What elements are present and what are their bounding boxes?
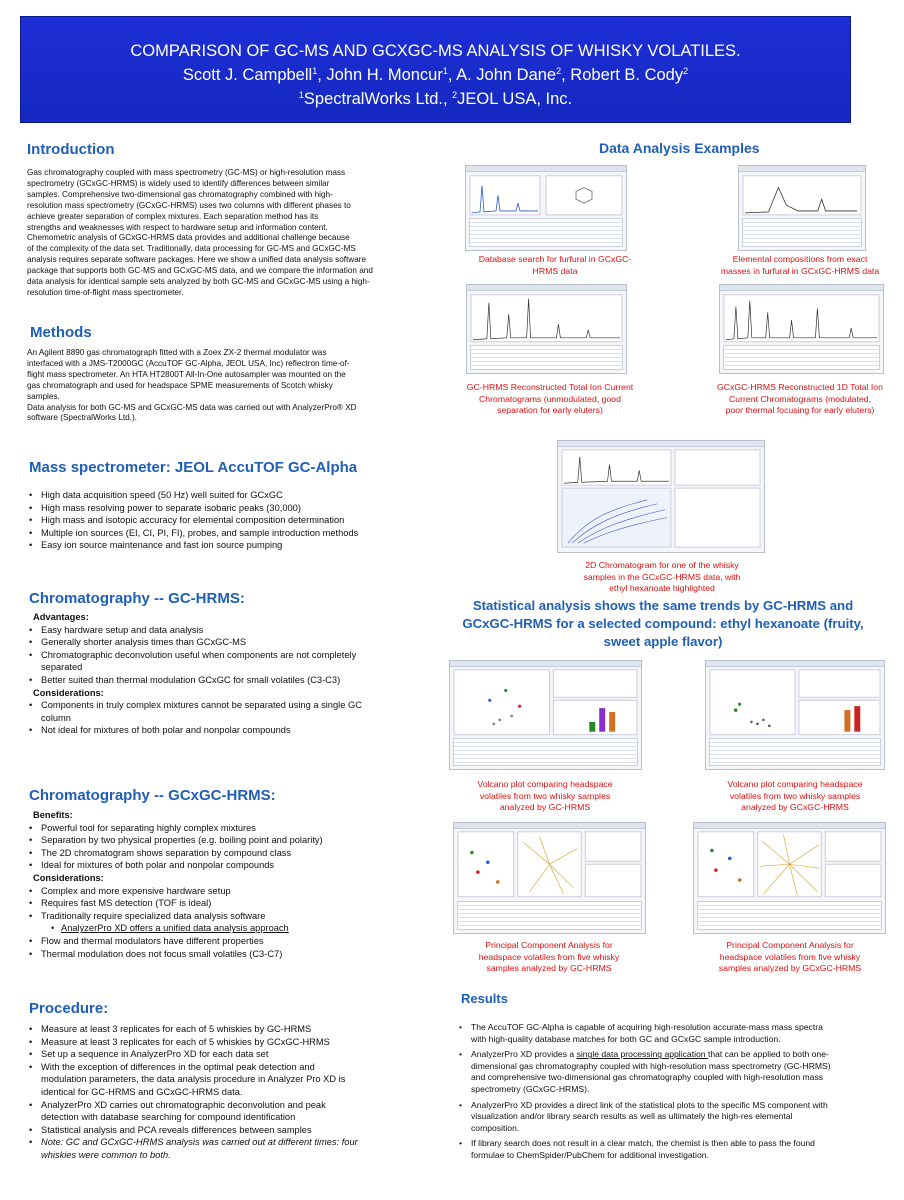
screenshot-table [469, 218, 623, 247]
results-heading: Results [461, 991, 508, 1006]
text-line: resolution mass spectrometry (GCxGC-HRMS) uses two columns with different phases to [27, 200, 351, 210]
caption-line: HRMS data [532, 265, 578, 276]
caption-line: samples analyzed by GC-HRMS [486, 963, 612, 974]
list-item: • Flow and thermal modulators have different properties [27, 935, 427, 948]
author-separator: , [447, 66, 457, 84]
caption-line: masses in furfural in GCxGC-HRMS data [720, 265, 880, 276]
list-item: • High mass and isotopic accuracy for elemental composition determination [27, 514, 427, 527]
list-item-continuation: modulation parameters, the data analysis procedure in Analyzer Pro XD is [41, 1074, 346, 1085]
text-line: formulae to ChemSpider/PubChem for additional investigation. [471, 1149, 709, 1160]
affiliation-separator: , [442, 90, 453, 108]
text-line: samples. [27, 391, 60, 401]
list-subheading: Considerations: [33, 872, 104, 883]
caption-line: volatiles from two whisky samples [729, 790, 861, 801]
text-line: analysis requires separate software packages. Here we show a unified data analysis software [27, 255, 367, 265]
list-item [457, 1138, 897, 1161]
list-item: • Ideal for mixtures of both polar and nonpolar compounds [27, 859, 427, 872]
caption-line: GC-HRMS Reconstructed Total Ion Current [466, 382, 634, 392]
text-line: composition. [471, 1122, 520, 1133]
methods-heading: Methods [30, 324, 92, 341]
gc-hrms-heading: Chromatography -- GC-HRMS: [29, 590, 245, 607]
text-line: and comprehensive two-dimensional gas chromatography coupled with high-resolution mass [471, 1072, 824, 1083]
affiliation-name: SpectralWorks Ltd. [303, 90, 443, 108]
gc-hrms-list [27, 611, 427, 737]
procedure-heading: Procedure: [29, 1000, 109, 1017]
caption-line: poor thermal focusing for early eluters) [725, 405, 875, 416]
screenshot-graphic [558, 441, 764, 552]
caption-line: ethyl hexanoate highlighted [609, 583, 715, 594]
caption-line: headspace volatiles from five whisky [719, 951, 861, 962]
list-item: • Thermal modulation does not focus small volatiles (C3-C7) [27, 948, 427, 961]
screenshot-table [697, 901, 882, 930]
author-name: Scott J. Campbell [182, 66, 313, 84]
list-item-continuation: separated [41, 662, 83, 673]
affiliation-number: 1 [298, 90, 304, 100]
elemental-caption [710, 254, 890, 277]
affiliation-list [21, 85, 850, 109]
screenshot-table [453, 738, 638, 766]
text-line: • AnalyzerPro XD provides a direct link of the statistical plots to the specific MS component with [471, 1099, 828, 1110]
author-separator: , [317, 66, 327, 84]
affiliation-name: JEOL USA, Inc. [457, 90, 573, 108]
list-item: • With the exception of differences in the optimal peak detection and [27, 1061, 427, 1074]
caption-line: analyzed by GCxGC-HRMS [741, 802, 849, 813]
text-line: • The AccuTOF GC-Alpha is capable of acquiring high-resolution accurate-mass mass spectra [471, 1022, 823, 1032]
caption-line: headspace volatiles from five whisky [478, 951, 620, 962]
caption-line: Elemental compositions from exact [732, 254, 868, 264]
database-search-screenshot [465, 165, 627, 251]
list-item: • Multiple ion sources (EI, CI, PI, FI), probes, and sample introduction methods [27, 527, 427, 540]
caption-line: GCxGC-HRMS Reconstructed 1D Total Ion [717, 382, 883, 392]
screenshot-table [470, 345, 623, 370]
text-line: resolution time-of-flight mass spectrometer. [27, 287, 184, 297]
list-item [457, 1022, 897, 1045]
caption-line: Principal Component Analysis for [726, 940, 854, 950]
chromatogram-2d-screenshot [557, 440, 765, 553]
text-line: package that supports both GC-MS and GCxGC-MS data, and we compare the information and [27, 266, 373, 276]
text-line: An Agilent 8890 gas chromatograph fitted with a Zoex ZX-2 thermal modulator was [27, 348, 327, 357]
text-line: interfaced with a JMS-T2000GC (AccuTOF GC-Alpha, JEOL USA, Inc) reflectron time-of- [27, 358, 350, 368]
list-item [457, 1049, 897, 1095]
affiliation-number: 2 [452, 90, 458, 100]
author-name: Robert B. Cody [570, 66, 684, 84]
caption-line: Chromatograms (unmodulated, good [479, 393, 621, 404]
pca-gcxgc-screenshot [693, 822, 886, 934]
list-item: • Set up a sequence in AnalyzerPro XD for each data set [27, 1048, 427, 1061]
methods-text [27, 348, 417, 424]
text-line: Data analysis for both GC-MS and GCxGC-MS data was carried out with AnalyzerPro® XD [27, 402, 357, 412]
heading-line: sweet apple flavor) [603, 634, 723, 649]
list-item: • Easy hardware setup and data analysis [27, 624, 427, 637]
list-subheading: Considerations: [33, 687, 104, 698]
list-item: • Requires fast MS detection (TOF is ideal) [27, 897, 427, 910]
underlined-phrase: single data processing application [576, 1049, 708, 1060]
nested-list-item: • AnalyzerPro XD offers a unified data analysis approach [27, 922, 427, 935]
statistical-analysis-heading [447, 597, 879, 651]
list-item: • Easy ion source maintenance and fast ion source pumping [27, 539, 427, 552]
author-separator: , [561, 66, 571, 84]
pca-gc-caption [454, 940, 644, 975]
list-item: • Chromatographic deconvolution useful when components are not completely [27, 649, 427, 662]
caption-line: Principal Component Analysis for [485, 940, 613, 950]
text-line: spectrometry (GCxGC-HRMS) is widely used to identify differences between similar [27, 178, 330, 188]
caption-line: samples analyzed by GCxGC-HRMS [718, 963, 862, 974]
list-item: • AnalyzerPro XD carries out chromatographic deconvolution and peak [27, 1099, 427, 1112]
data-analysis-heading: Data Analysis Examples [599, 140, 760, 156]
caption-line: volatiles from two whisky samples [479, 790, 611, 801]
text-line: Gas chromatography coupled with mass spectrometry (GC-MS) or high-resolution mass [27, 168, 346, 177]
text-line: of the complexity of the data set. Traditionally, data processing for GC-MS and GCxGC-MS [27, 244, 356, 254]
author-list [21, 61, 850, 85]
list-item: • High mass resolving power to separate isobaric peaks (30,000) [27, 502, 427, 515]
text-line: dimensional gas chromatography coupled with high-resolution mass spectrometry (GC-HRMS) [471, 1060, 831, 1071]
mass-spec-heading: Mass spectrometer: JEOL AccuTOF GC-Alpha [29, 459, 358, 476]
author-affiliation-mark: 2 [556, 66, 562, 76]
procedure-list [27, 1023, 427, 1162]
text-line: samples. Comprehensive two-dimensional gas chromatography combined with high- [27, 189, 333, 199]
volcano-gc-screenshot [449, 660, 642, 770]
list-item-continuation: column [41, 712, 71, 723]
list-subheading: Advantages: [33, 612, 89, 622]
list-item: • High data acquisition speed (50 Hz) well suited for GCxGC [27, 489, 427, 502]
caption-line: Current Chromatograms (modulated, [729, 393, 871, 404]
gc-tic-screenshot [466, 284, 627, 374]
list-item: • Not ideal for mixtures of both polar and nonpolar compounds [27, 724, 427, 737]
list-item: • Statistical analysis and PCA reveals differences between samples [27, 1124, 427, 1137]
text-line: flight mass spectrometer. An HTA HT2800T All-In-One autosampler was mounted on the [27, 369, 346, 379]
list-item-continuation: identical for GC-HRMS and GCxGC-HRMS data. [41, 1086, 243, 1097]
caption-line: samples in the GCxGC-HRMS data, with [583, 571, 741, 582]
screenshot-table [742, 218, 862, 247]
caption-line: 2D Chromatogram for one of the whisky [585, 560, 739, 570]
pca-gcxgc-caption [695, 940, 885, 975]
list-item: • Better suited than thermal modulation GCxGC for small volatiles (C3-C3) [27, 674, 427, 687]
text-line: data analysis for identical sample sets analyzed by both GC-MS and GCxGC-MS using a high- [27, 277, 370, 287]
author-name: A. John Dane [456, 66, 557, 84]
text-line: • If library search does not result in a clear match, the chemist is then able to pass the found [471, 1138, 815, 1149]
text-line: with high-quality database matches for both GC and GCxGC sample introduction. [471, 1033, 781, 1044]
screenshot-table [457, 901, 642, 930]
introduction-text [27, 168, 417, 299]
title-banner [20, 16, 851, 123]
volcano-gcxgc-screenshot [705, 660, 885, 770]
list-item: • The 2D chromatogram shows separation by compound class [27, 847, 427, 860]
results-list [457, 1022, 897, 1166]
text-line [471, 1049, 897, 1061]
caption-line: Volcano plot comparing headspace [477, 779, 613, 789]
db-search-caption [465, 254, 645, 277]
list-item: • Traditionally require specialized data analysis software [27, 910, 427, 923]
list-item: • Measure at least 3 replicates for each of 5 whiskies by GC-HRMS [27, 1023, 427, 1036]
gcxgc-hrms-heading: Chromatography -- GCxGC-HRMS: [29, 787, 276, 804]
poster-title: COMPARISON OF GC-MS AND GCXGC-MS ANALYSIS OF WHISKY VOLATILES. [130, 42, 741, 60]
screenshot-table [723, 345, 880, 370]
text-line: strengths and weaknesses with respect to hardware setup and information content. [27, 222, 328, 232]
heading-line: GCxGC-HRMS for a selected compound: ethyl hexanoate (fruity, [462, 616, 864, 631]
list-item-continuation: detection with database searching for compound identification [41, 1112, 296, 1123]
list-item [457, 1100, 897, 1135]
text-span: AnalyzerPro XD provides a [471, 1049, 577, 1060]
text-line: achieve greater separation of complex mixtures. Each separation method has its [27, 211, 319, 221]
caption-line: Volcano plot comparing headspace [727, 779, 863, 789]
list-item: • Complex and more expensive hardware setup [27, 885, 427, 898]
elemental-composition-screenshot [738, 165, 866, 251]
text-line: Chemometric analysis of GCxGC-HRMS data provides and additional challenge because [27, 233, 350, 243]
volcano-gcxgc-caption [700, 779, 890, 814]
author-name: John H. Moncur [326, 66, 443, 84]
gcxgc-tic-caption [705, 382, 895, 417]
author-affiliation-mark: 2 [683, 66, 689, 76]
list-item: • Measure at least 3 replicates for each of 5 whiskies by GCxGC-HRMS [27, 1036, 427, 1049]
list-item: • Separation by two physical properties (e.g. boiling point and polarity) [27, 834, 427, 847]
text-line: software (SpectralWorks Ltd.). [27, 413, 137, 423]
chromatogram-2d-caption [567, 560, 757, 595]
gc-tic-caption [455, 382, 645, 417]
volcano-gc-caption [450, 779, 640, 814]
mass-spec-list [27, 489, 427, 552]
author-affiliation-mark: 1 [312, 66, 318, 76]
list-subheading: Benefits: [33, 810, 73, 820]
text-line: spectrometry (GCxGC-HRMS). [471, 1083, 590, 1094]
heading-line: Statistical analysis shows the same trends by GC-HRMS and [472, 598, 854, 613]
introduction-heading: Introduction [27, 141, 115, 158]
screenshot-table [709, 738, 881, 766]
caption-line: analyzed by GC-HRMS [499, 802, 591, 813]
caption-line: Database search for furfural in GCxGC- [478, 254, 632, 264]
author-affiliation-mark: 1 [442, 66, 448, 76]
list-item-continuation: whiskies were common to both. [41, 1149, 171, 1160]
list-item: • Components in truly complex mixtures cannot be separated using a single GC [27, 699, 427, 712]
list-item: • Note: GC and GCxGC-HRMS analysis was carried out at different times: four [27, 1136, 427, 1149]
list-item: • Powerful tool for separating highly complex mixtures [27, 822, 427, 835]
text-span: that can be applied to both one- [707, 1049, 829, 1060]
text-line: gas chromatograph and used for headspace SPME measurements of Scotch whisky [27, 380, 333, 390]
gcxgc-hrms-list [27, 809, 427, 960]
caption-line: separation for early eluters) [497, 405, 603, 416]
gcxgc-tic-screenshot [719, 284, 884, 374]
list-item: • Generally shorter analysis times than GCxGC-MS [27, 636, 427, 649]
pca-gc-screenshot [453, 822, 646, 934]
text-line: visualization and/or library search results as well as ultimately the high-res elemental [471, 1111, 793, 1122]
